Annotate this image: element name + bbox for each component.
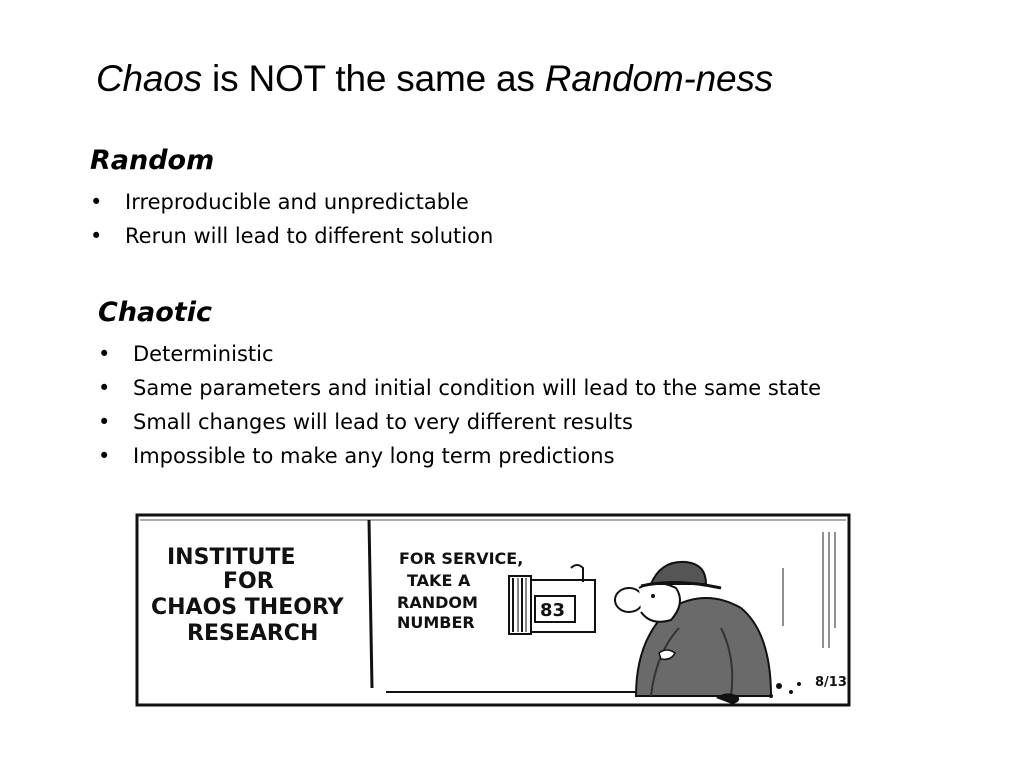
bullet-text: Irreproducible and unpredictable <box>125 190 469 214</box>
list-item <box>98 439 821 473</box>
service-line: RANDOM <box>397 593 478 612</box>
list-item <box>98 371 821 405</box>
title-middle: is NOT the same as <box>201 58 545 99</box>
sign-line: FOR <box>223 569 274 594</box>
service-line: NUMBER <box>397 613 475 632</box>
chaotic-bullet-list <box>98 337 821 473</box>
title-chaos: Chaos <box>96 58 202 99</box>
random-bullet-list <box>90 185 493 253</box>
list-item <box>90 219 493 253</box>
nose <box>615 588 643 612</box>
sign-line: RESEARCH <box>187 621 319 646</box>
bullet-icon: • <box>98 444 111 468</box>
bullet-icon: • <box>98 410 111 434</box>
bullet-text: Rerun will lead to different solution <box>125 224 494 248</box>
list-item <box>90 185 493 219</box>
service-line: FOR SERVICE, <box>399 549 524 568</box>
slide-title <box>96 58 773 100</box>
list-item <box>98 405 821 439</box>
bullet-text: Same parameters and initial condition will lead to the same state <box>133 376 822 400</box>
sign-line: CHAOS THEORY <box>151 595 344 620</box>
title-randomness: Random-ness <box>544 58 773 99</box>
chaotic-heading: Chaotic <box>98 297 212 328</box>
bullet-text: Impossible to make any long term predictions <box>133 444 615 468</box>
cartoon-illustration <box>131 508 853 708</box>
bullet-icon: • <box>90 190 103 214</box>
bullet-text: Deterministic <box>133 342 274 366</box>
ticket-number: 83 <box>540 600 566 621</box>
random-heading: Random <box>90 145 215 176</box>
list-item <box>98 337 821 371</box>
bullet-icon: • <box>90 224 103 248</box>
cartoon-date: 8/13 <box>815 675 847 690</box>
bullet-text: Small changes will lead to very different results <box>133 410 633 434</box>
bullet-icon: • <box>98 376 111 400</box>
sign-line: INSTITUTE <box>167 545 296 570</box>
service-line: TAKE A <box>407 571 471 590</box>
bullet-icon: • <box>98 342 111 366</box>
chaos-cartoon <box>131 508 853 708</box>
